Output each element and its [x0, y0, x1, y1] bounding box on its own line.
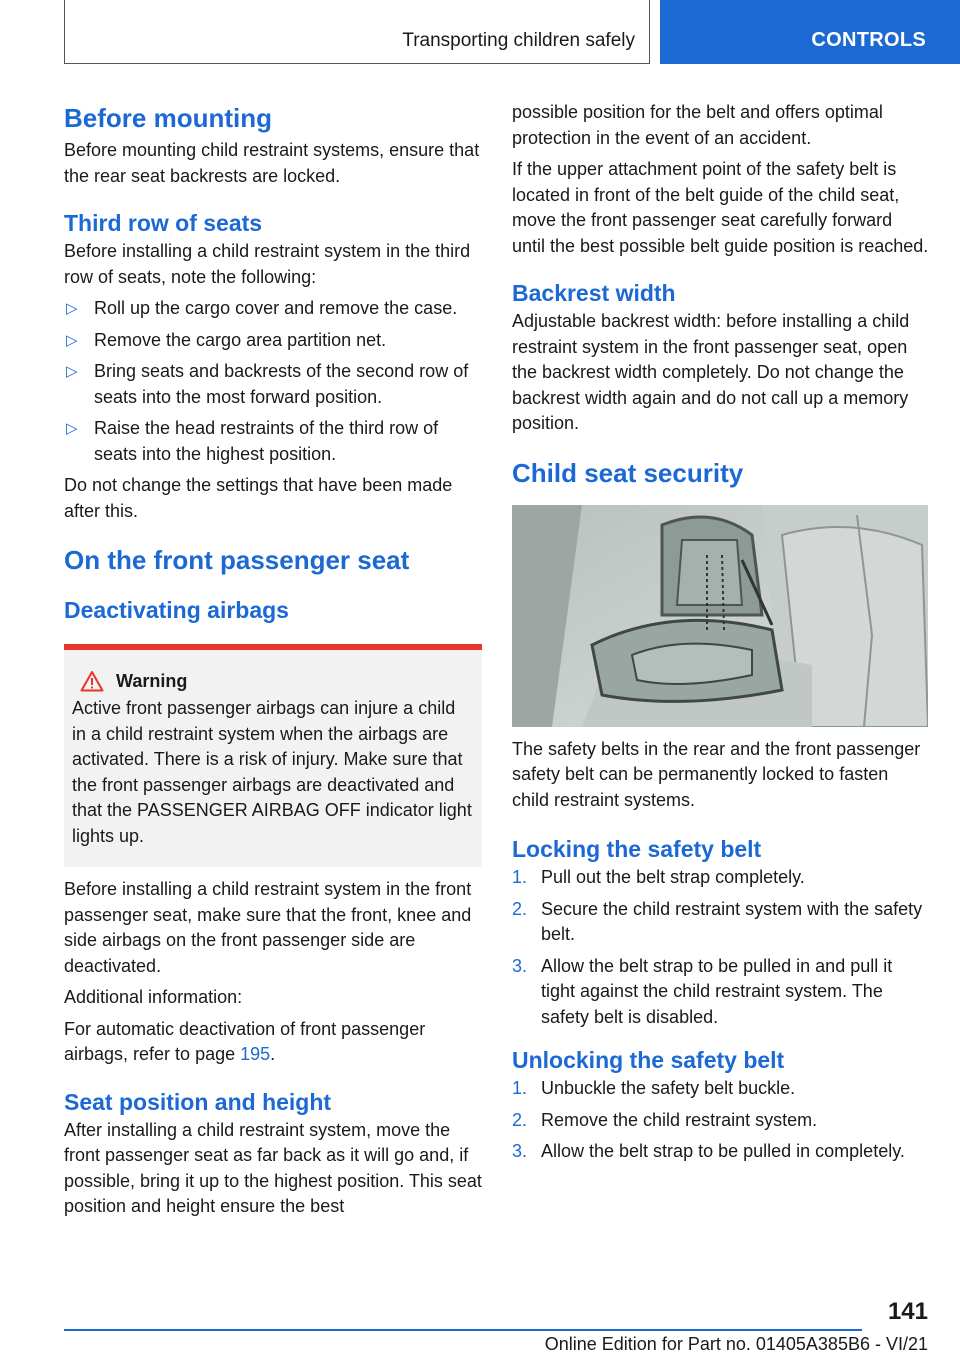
list-item: 3. Allow the belt strap to be pulled in completely. [512, 1141, 905, 1161]
heading-front-passenger: On the front passenger seat [64, 545, 410, 575]
list-item: ▷ Remove the cargo area partition net. [64, 328, 482, 354]
triangle-bullet-icon: ▷ [66, 420, 78, 437]
continued-text: possible position for the belt and offers optimal protection in the event of an accident. [512, 102, 883, 148]
list-item: 1. Pull out the belt strap completely. [512, 867, 805, 887]
warning-box [64, 644, 482, 867]
left-column [64, 100, 482, 1220]
header-section-box [64, 0, 650, 64]
heading-backrest-width: Backrest width [512, 280, 676, 306]
third-row-list [64, 296, 482, 467]
list-item: ▷ Raise the head restraints of the third row of seats into the highest position. [66, 418, 439, 464]
before-mounting-text: Before mounting child restraint systems, ensure that the rear seat backrests are locked. [64, 140, 480, 186]
list-item: 1. Unbuckle the safety belt buckle. [512, 1078, 796, 1098]
backrest-width-text: Adjustable backrest width: before installing a child restraint system in the front passenger seat, open the backrest width completely. Do not change the backrest width again and do not call up a memory position. [512, 311, 910, 433]
heading-locking: Locking the safety belt [512, 836, 762, 862]
airbag-paragraph-3: For automatic deactivation of front passenger airbags, refer to page 195. [64, 1018, 426, 1064]
list-item: ▷ Roll up the cargo cover and remove the case. [64, 296, 482, 322]
heading-third-row: Third row of seats [64, 210, 263, 236]
list-item: 2. Remove the child restraint system. [512, 1109, 818, 1130]
warning-header [72, 670, 474, 692]
warning-triangle-icon [80, 670, 104, 692]
header-chapter-tab[interactable] [660, 0, 960, 64]
footer-edition: Online Edition for Part no. 01405A385B6 - VI/21 [544, 1334, 928, 1354]
heading-deactivating-airbags: Deactivating airbags [64, 597, 289, 623]
child-seat-photo [512, 505, 928, 727]
warning-text: Active front passenger airbags can injure a child in a child restraint system when the airbags are activated. There is a risk of injury. Make sure that the front passenger airbags are deactivated and that the PASSENGER AIRBAG OFF indicator light lights up. [72, 698, 472, 846]
seat-position-text: After installing a child restraint system, move the front passenger seat as far back as it will go and, if possible, bring it up to the highest position. This seat position and height ensure the best [64, 1119, 482, 1216]
heading-unlocking: Unlocking the safety belt [512, 1047, 785, 1073]
heading-seat-position: Seat position and height [64, 1088, 332, 1115]
triangle-bullet-icon: ▷ [66, 331, 78, 349]
footer-rule [64, 1329, 862, 1331]
warning-title: Warning [116, 670, 188, 691]
child-seat-illustration [512, 505, 928, 727]
list-item: 3. Allow the belt strap to be pulled in and pull it tight against the child restraint system. The safety belt is disabled. [512, 955, 893, 1027]
photo-caption: The safety belts in the rear and the front passenger safety belt can be permanently locked to fasten child restraint systems. [512, 738, 921, 810]
chapter-title: CONTROLS [811, 29, 926, 51]
right-column [512, 100, 930, 1171]
section-title: Transporting children safely [402, 30, 635, 51]
list-item: 2. Secure the child restraint system with the safety belt. [512, 898, 923, 944]
third-row-after: Do not change the settings that have been made after this. [64, 475, 453, 521]
triangle-bullet-icon: ▷ [66, 300, 78, 317]
heading-before-mounting: Before mounting [64, 103, 272, 133]
page-number: 141 [887, 1298, 928, 1325]
unlocking-steps [512, 1076, 930, 1165]
belt-guide-text: If the upper attachment point of the safety belt is located in front of the belt guide of the child seat, move the front passenger seat carefully forward until the best possible belt guide position is reached. [512, 159, 929, 256]
heading-child-seat-security: Child seat security [512, 457, 744, 488]
third-row-intro: Before installing a child restraint system in the third row of seats, note the following: [64, 241, 471, 287]
airbag-paragraph-1: Before installing a child restraint system in the front passenger seat, make sure that the front, knee and side airbags on the front passenger side are deactivated. [64, 879, 472, 976]
page-reference-link[interactable]: 195 [240, 1044, 271, 1064]
list-item: ▷ Bring seats and backrests of the second row of seats into the most forward position. [66, 361, 469, 407]
triangle-bullet-icon: ▷ [66, 363, 78, 380]
locking-steps [512, 865, 930, 1030]
airbag-paragraph-2: Additional information: [64, 987, 243, 1007]
